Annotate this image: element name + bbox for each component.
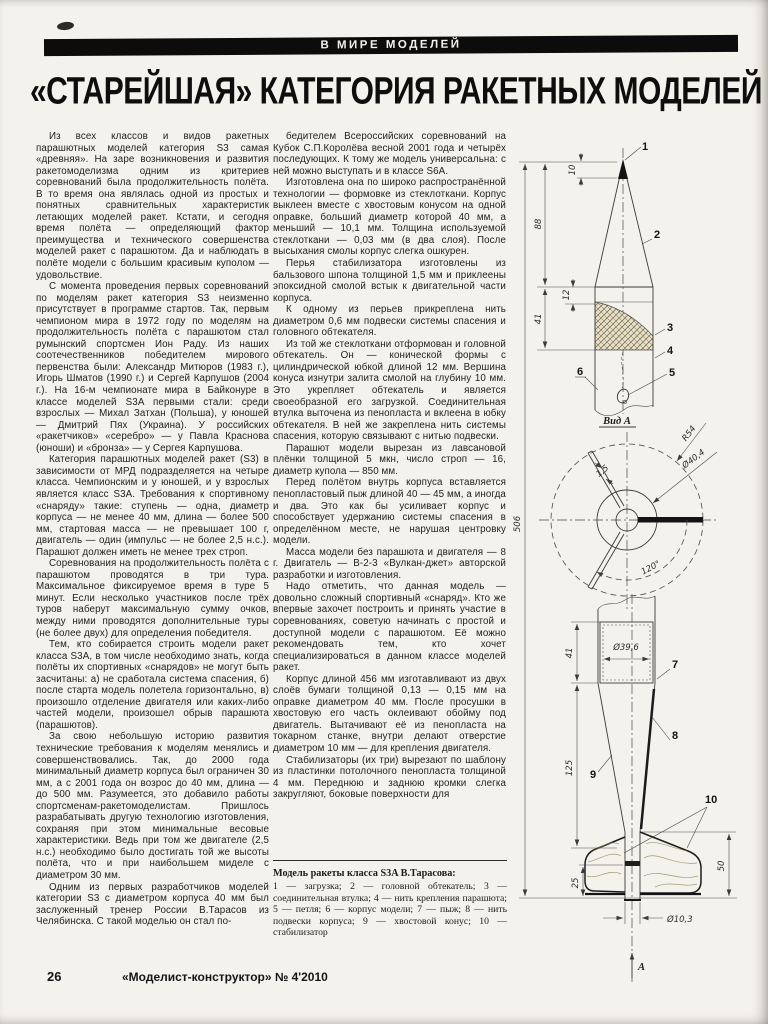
dim-total-length: 506	[513, 515, 523, 533]
coupling-bush	[595, 302, 653, 350]
journal-title: «Моделист-конструктор» № 4'2010	[122, 970, 328, 984]
paragraph: Соревнования на продолжительность полёта с парашютом проводятся в три тура. Максимальное фиксируемое время в туре 5 минут. Если несколько участников после трёх туров наберут максимальную сумму очков, между ними проводятся дополнительные туры (не более двух) для определения победителя.	[36, 558, 269, 639]
paragraph: Корпус длиной 456 мм изготавливают из двух слоёв бумаги толщиной 0,13 — 0,15 мм на оправке диаметром 40 мм. После просушки в хвостовую его часть оклеивают обойму под двигатель. Вытачивают её из пенопласта на токарном станке, внутри делают отверстие диаметром 10 мм — для крепления двигателя.	[273, 673, 506, 754]
part-label-3: 3	[667, 322, 674, 334]
text-column-1	[36, 131, 269, 928]
paragraph: Одним из первых разработчиков моделей категории S3 с диаметром корпуса 40 мм был заслуженный тренер России В.Тарасов из Челябинска. С такой моделью он стал по-	[36, 881, 269, 928]
rocket-model-drawing	[505, 132, 748, 992]
suspension-thread	[641, 689, 654, 829]
article-title: «СТАРЕЙШАЯ» КАТЕГОРИЯ РАКЕТНЫХ МОДЕЛЕЙ	[30, 70, 762, 113]
caption-items: 1 — загрузка; 2 — головной обтекатель; 3 — соединительная втулка; 4 — нить крепления парашюта; 5 — петля; 6 — корпус модели; 7 — пыж; 8 — нить подвески корпуса; 9 — хвостовой конус; 10 — стабилизатор	[273, 881, 507, 939]
section-bar: В МИРЕ МОДЕЛЕЙ	[44, 35, 738, 56]
view-a-arrow-label: А	[638, 962, 646, 973]
paragraph: К одному из перьев прикреплена нить диаметром 0,6 мм подвески системы спасения и головного обтекателя.	[273, 304, 506, 339]
ink-smudge	[57, 21, 75, 31]
part-label-2: 2	[654, 229, 661, 241]
tail-cone	[598, 683, 655, 900]
dim-fin-radius: R54	[680, 424, 699, 444]
dim-fin-angle: 120°	[639, 559, 663, 578]
paragraph: Из всех классов и видов ракетных парашютных моделей категория S3 самая «древняя». На заре возникновения и развития ракетомоделизма одним из критериев соревнований была продолжительность полёта. В то время она являлась одной из простых и понятных сравнительных характеристик летающих моделей ракет. Кстати, и сегодня время полёта — определяющий фактор преимущества и технического совершенства моделей ракет с парашютом. Да и наблюдать в полёте модели с большим красивым куполом — удовольствие.	[36, 131, 269, 281]
part-label-6: 6	[577, 366, 584, 378]
nose-dimensions	[513, 153, 617, 896]
dim-fin-thickness: 1,5	[594, 463, 612, 480]
part-label-1: 1	[642, 141, 649, 153]
part-label-7: 7	[672, 659, 679, 671]
tail-section	[565, 594, 717, 982]
paragraph: Парашют модели вырезан из лавсановой плёнки толщиной 5 мкн, число строп — 16, диаметр купола — 850 мм.	[273, 442, 506, 477]
caption-title: Модель ракеты класса S3A В.Тарасова:	[273, 868, 456, 879]
paragraph: Из той же стеклоткани отформован и головной обтекатель. Он — конической формы с цилиндрической юбкой длиной 12 мм. Вершина конуса изнутри залита смолой на глубину 10 мм. Это укрепляет обтекатель и является своеобразной его загрузкой. Соединительная втулка выточена из пенопласта и вклеена в юбку обтекателя. В ней же закреплена нить системы спасения, которую связывают с нитью подвески.	[273, 338, 506, 443]
paragraph: Изготовлена она по широко распространённой технологии — формовке из стеклоткани. Корпус выклеен вместе с хвостовым конусом на одной оправке, больший диаметр которой 40 мм, а меньший — 10,1 мм. Толщина используемой стеклоткани — 0,03 мм (в два слоя). После высыхания смолы корпус слегка ошкурен.	[273, 177, 506, 258]
paragraph: Перья стабилизатора изготовлены из бальзового шпона толщиной 1,5 мм и приклеены эпоксидной смолой встык к двигательной части корпуса.	[273, 258, 506, 304]
paragraph: За свою небольшую историю развития технические требования к моделям менялись и совершенствовались. Так, до 2000 года минимальный диаметр корпуса был ограничен 30 мм, а с 2001 года он возрос до 40 мм, длина — до 500 мм. Разумеется, это добавило работы спортсменам-ракетомоделистам. Пришлось разрабатывать другую технологию изготовления, сохраняя при этом минимальные весовые характеристики. Ведь при том же двигателе (2,5 н.с.) необходимо было достигать той же высоты полёта, что и при наибольшем миделе с диаметром 30 мм.	[36, 731, 269, 881]
dim-tip-length: 10	[568, 164, 578, 176]
view-a-section	[539, 416, 717, 610]
stabilizers	[519, 832, 737, 978]
part-label-10: 10	[705, 794, 718, 806]
part-label-5: 5	[669, 367, 676, 379]
dim-tube-diameter: Ø10,3	[667, 915, 693, 925]
dim-fin-root: 25	[571, 877, 581, 889]
part-label-4: 4	[667, 345, 674, 357]
dim-skirt-length: 12	[562, 289, 572, 301]
nose-part-labels	[575, 141, 675, 395]
dim-tail-length: 125	[565, 759, 575, 777]
paragraph: Масса модели без парашюта и двигателя — 8 г. Двигатель — В-2-3 «Вулкан-джет» авторской разработки и изготовления.	[273, 546, 506, 581]
fin-right	[638, 517, 703, 523]
text-column-2	[273, 131, 506, 801]
paragraph: бедителем Всероссийских соревнований на Кубок С.П.Королёва весной 2001 года и четырёх последующих. К тому же модель универсальна: с ней можно выступать и в классе S6A.	[273, 131, 506, 177]
view-a-label: Вид А	[603, 416, 631, 427]
dim-fin-span: 50	[717, 860, 727, 872]
part-label-8: 8	[672, 730, 679, 742]
paragraph: Категория парашютных моделей ракет (S3) в зависимости от МРД подразделяется на четыре класса. Чемпионским и у юношей, и у взрослых является класс S3A. Требования к спортивному «снаряду» такие: ступень — одна, диаметр корпуса — не менее 40 мм, длина — более 500 мм, стартовая масса — не превышает 100 г, двигатель — один (импульс — не более 2,5 н.с.). Парашют должен иметь не менее трех строп.	[36, 454, 269, 558]
paragraph: Надо отметить, что данная модель — довольно сложный спортивный «снаряд». Кто же впервые захочет построить и принять участие в соревнованиях, советую начинать с простой и доступной модели с парашютом. Её можно рекомендовать тем, кто хочет специализироваться в данном классе моделей ракет.	[273, 581, 506, 674]
fin-upper-left	[588, 451, 624, 508]
nose-cone-section	[595, 148, 653, 416]
page-number: 26	[47, 969, 62, 984]
paragraph: С момента проведения первых соревнований по моделям ракет категория S3 неизменно присутствует в программе стартов. Так, первым чемпионом мира в 1972 году по моделям на продолжительность полёта с парашютом стал румынский спортсмен Ион Раду. Из наших соотечественников победителем мирового первенства были: Александр Митюров (1983 г.), Игорь Шматов (1990 г.) и Сергей Карпушов (2004 г.). На 16-м чемпионате мира в Байконуре в классе моделей S3A первыми стали: среди взрослых — Михал Затхан (Польша), у юношей — Дмитрий Пях (Украина). У российских «ракетчиков» «серебро» — у Павла Краснова (юноши) и «бронза» — у Сергея Карпушова.	[36, 281, 269, 454]
dim-wad-diameter: Ø39,6	[613, 643, 639, 653]
paragraph: Тем, кто собирается строить модели ракет класса S3A, в том числе необходимо знать, когда полёты их спортивных «снарядов» не могут быть засчитаны: а) не сработала система спасения, б) после старта модель полетела горизонтально, в) произошло отделение двигателя или каких-либо частей модели, произошел обрыв парашюта (парашютов).	[36, 639, 269, 731]
dim-bush-length: 41	[534, 313, 544, 325]
fin-lower-left	[588, 532, 624, 589]
engine-block-mark	[625, 861, 640, 866]
paragraph: Стабилизаторы (их три) вырезают по шаблону из пластинки потолочного пенопласта толщиной 4 мм. Переднюю и заднюю кромки слегка закругляют, боковые поверхности для	[273, 754, 506, 801]
paragraph: Перед полётом внутрь корпуса вставляется пенопластовый пыж длиной 40 — 45 мм, а иногда и два. Это как бы усиливает корпус и способствует удержанию системы спасения в определённом месте, не нарушая центровку модели.	[273, 477, 506, 547]
figure-caption	[273, 860, 507, 939]
dim-cone-length: 88	[534, 218, 544, 230]
dim-wad-length: 41	[565, 647, 575, 659]
dim-body-diameter: Ø40,4	[680, 447, 708, 472]
part-label-9: 9	[590, 769, 597, 781]
nose-tip-ballast	[618, 159, 628, 179]
